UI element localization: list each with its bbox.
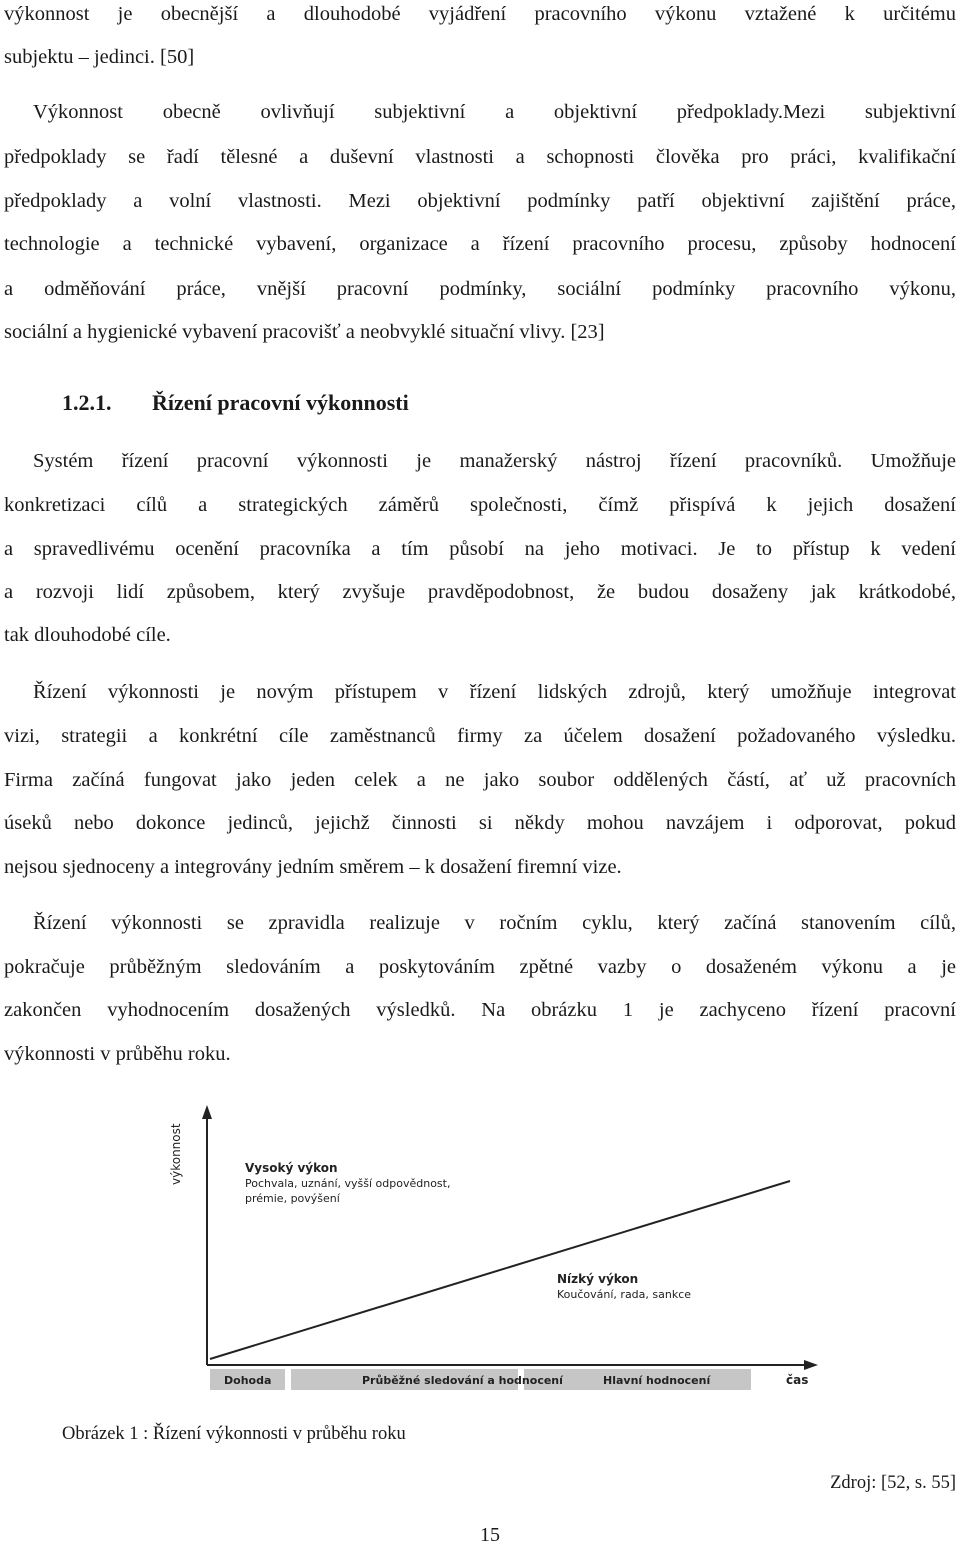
- phase-label-prubezne: Průběžné sledování a hodnocení: [362, 1374, 563, 1387]
- y-axis-label: výkonnost: [169, 1123, 183, 1185]
- text-line: předpoklady se řadí tělesné a duševní vlastnosti a schopnosti člověka pro práci, kvalifikační: [4, 146, 956, 168]
- figure-source: Zdroj: [52, s. 55]: [830, 1473, 956, 1493]
- figure-caption: Obrázek 1 : Řízení výkonnosti v průběhu roku: [62, 1424, 406, 1444]
- text-line: předpoklady a volní vlastnosti. Mezi objektivní podmínky patří objektivní zajištění práce,: [4, 190, 956, 212]
- text-line: pokračuje průběžným sledováním a poskytováním zpětné vazby o dosaženém výkonu a je: [4, 956, 956, 978]
- text-line: úseků nebo dokonce jedinců, jejichž činnosti si někdy mohou navzájem i odporovat, pokud: [4, 812, 956, 834]
- phase-label-hlavni: Hlavní hodnocení: [603, 1374, 711, 1387]
- x-axis-arrow: [804, 1360, 818, 1370]
- phase-label-dohoda: Dohoda: [224, 1374, 272, 1387]
- text-line: Firma začíná fungovat jako jeden celek a ne jako soubor oddělených částí, ať už pracovních: [4, 769, 956, 791]
- high-performance-line2: prémie, povýšení: [245, 1192, 340, 1205]
- text-line: Řízení výkonnosti se zpravidla realizuje v ročním cyklu, který začíná stanovením cílů,: [33, 912, 956, 934]
- text-line: Výkonnost obecně ovlivňují subjektivní a objektivní předpoklady.Mezi subjektivní: [33, 101, 956, 123]
- text-line: Řízení výkonnosti je novým přístupem v řízení lidských zdrojů, který umožňuje integrovat: [33, 681, 956, 703]
- y-axis-arrow: [202, 1105, 212, 1119]
- text-line: a odměňování práce, vnější pracovní podmínky, sociální podmínky pracovního výkonu,: [4, 278, 956, 300]
- text-line: a spravedlivému ocenění pracovníka a tím působí na jeho motivaci. Je to přístup k vedení: [4, 538, 956, 560]
- text-line: subjektu – jedinci. [50]: [4, 46, 195, 68]
- text-line: sociální a hygienické vybavení pracovišť a neobvyklé situační vlivy. [23]: [4, 321, 605, 343]
- text-line: výkonnosti v průběhu roku.: [4, 1043, 231, 1065]
- section-title: Řízení pracovní výkonnosti: [152, 390, 409, 415]
- high-performance-title: Vysoký výkon: [245, 1161, 338, 1175]
- performance-line: [210, 1181, 790, 1359]
- section-number: 1.2.1.: [62, 390, 112, 415]
- text-line: a rozvoji lidí způsobem, který zvyšuje pravděpodobnost, že budou dosaženy jak krátkodobé,: [4, 581, 956, 603]
- high-performance-line1: Pochvala, uznání, vyšší odpovědnost,: [245, 1177, 451, 1190]
- low-performance-title: Nízký výkon: [557, 1272, 639, 1286]
- text-line: výkonnost je obecnější a dlouhodobé vyjádření pracovního výkonu vztažené k určitému: [4, 3, 956, 25]
- text-line: nejsou sjednoceny a integrovány jedním směrem – k dosažení firemní vize.: [4, 856, 622, 878]
- text-line: technologie a technické vybavení, organizace a řízení pracovního procesu, způsoby hodnocení: [4, 233, 956, 255]
- low-performance-line1: Koučování, rada, sankce: [557, 1288, 692, 1301]
- text-line: vizi, strategii a konkrétní cíle zaměstnanců firmy za účelem dosažení požadovaného výsledku.: [4, 725, 956, 747]
- page-number: 15: [480, 1524, 500, 1546]
- text-line: Systém řízení pracovní výkonnosti je manažerský nástroj řízení pracovníků. Umožňuje: [33, 450, 956, 472]
- x-axis-label: čas: [786, 1373, 809, 1387]
- performance-figure: [150, 1103, 818, 1401]
- text-line: tak dlouhodobé cíle.: [4, 624, 171, 646]
- performance-diagram: [150, 1103, 818, 1401]
- section-heading: [62, 390, 409, 416]
- text-line: konkretizaci cílů a strategických záměrů společnosti, čímž přispívá k jejich dosažení: [4, 494, 956, 516]
- text-line: zakončen vyhodnocením dosažených výsledků. Na obrázku 1 je zachyceno řízení pracovní: [4, 999, 956, 1021]
